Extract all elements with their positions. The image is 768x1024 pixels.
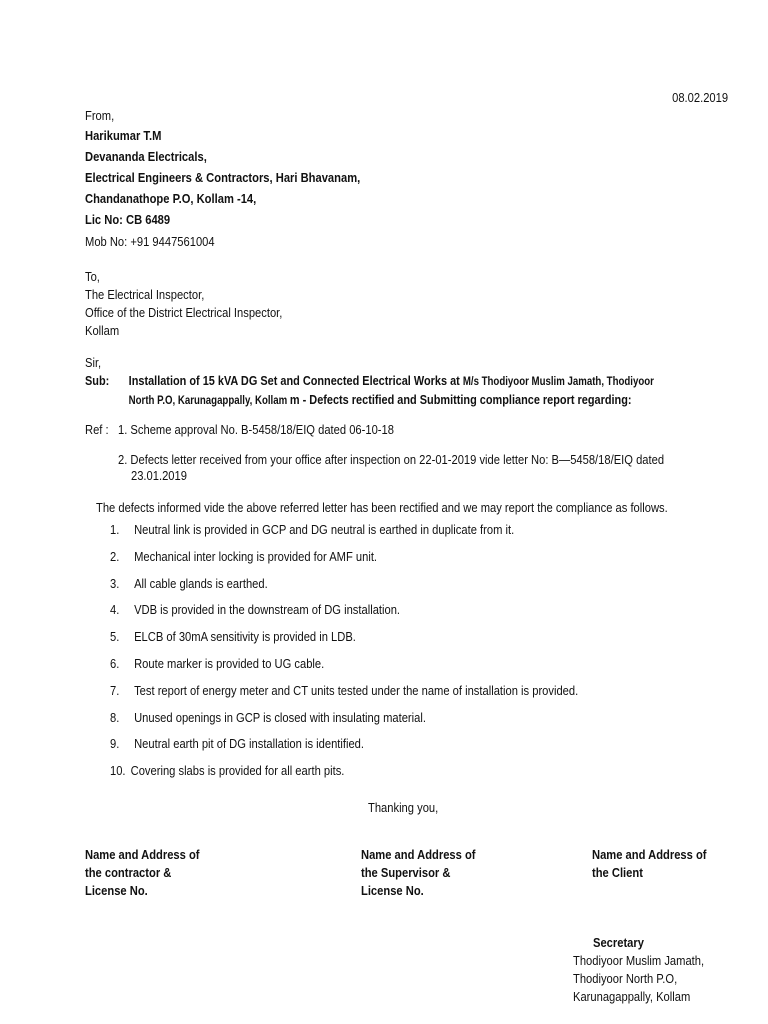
ref-item-2-line-1: 2. Defects letter received from your office after inspection on 22-01-2019 vide letter No: B—5458/18/EIQ dated xyxy=(118,452,665,467)
subject-line-1 xyxy=(85,372,707,391)
client-address-line-2: Thodiyoor North P.O, xyxy=(573,971,678,986)
list-item: 1. Neutral link is provided in GCP and DG neutral is earthed in duplicate from it. xyxy=(110,522,515,537)
from-company: Devananda Electricals, xyxy=(85,149,207,164)
subject-label: Sub: xyxy=(85,373,110,388)
list-item: 8. Unused openings in GCP is closed with insulating material. xyxy=(110,709,426,725)
subject-text-2a: North P.O, Karunagappally, Kollam xyxy=(128,395,290,407)
ref-item-1: 1. Scheme approval No. B-5458/18/EIQ dated 06-10-18 xyxy=(118,422,394,437)
from-license: Lic No: CB 6489 xyxy=(85,212,171,227)
ref-item-2-line-2: 23.01.2019 xyxy=(131,468,187,483)
client-label-2: the Client xyxy=(592,865,643,880)
from-address: Chandanathope P.O, Kollam -14, xyxy=(85,191,257,206)
supervisor-label-2: the Supervisor & xyxy=(361,865,451,880)
salutation: Sir, xyxy=(85,355,102,370)
from-name: Harikumar T.M xyxy=(85,128,162,143)
list-item: 2. Mechanical inter locking is provided for AMF unit. xyxy=(110,548,378,564)
ref-label: Ref : xyxy=(85,422,109,437)
client-address-line-3: Karunagappally, Kollam xyxy=(573,989,691,1004)
from-mobile: Mob No: +91 9447561004 xyxy=(85,234,215,249)
from-label: From, xyxy=(85,108,115,123)
from-description: Electrical Engineers & Contractors, Hari Bhavanam, xyxy=(85,170,361,185)
list-item: 10. Covering slabs is provided for all earth pits. xyxy=(110,763,345,779)
subject-line-2 xyxy=(85,391,707,410)
client-address-line-1: Thodiyoor Muslim Jamath, xyxy=(573,953,705,968)
subject-text-1b: M/s Thodiyoor Muslim Jamath, Thodiyoor xyxy=(462,376,654,388)
client-label-1: Name and Address of xyxy=(592,847,707,862)
client-title: Secretary xyxy=(593,935,644,950)
letter-date: 08.02.2019 xyxy=(672,90,728,105)
list-item: 5. ELCB of 30mA sensitivity is provided in LDB. xyxy=(110,629,356,645)
to-line-2: Office of the District Electrical Inspector, xyxy=(85,305,283,320)
to-line-3: Kollam xyxy=(85,323,120,338)
contractor-label-2: the contractor & xyxy=(85,865,172,880)
list-item: 6. Route marker is provided to UG cable. xyxy=(110,655,325,671)
subject-text-1a: Installation of 15 kVA DG Set and Connected Electrical Works at xyxy=(128,373,463,388)
to-line-1: The Electrical Inspector, xyxy=(85,287,205,302)
list-item: 4. VDB is provided in the downstream of DG installation. xyxy=(110,602,401,618)
compliance-list xyxy=(110,521,654,789)
list-item: 3. All cable glands is earthed. xyxy=(110,575,268,591)
to-label: To, xyxy=(85,269,100,284)
supervisor-label-1: Name and Address of xyxy=(361,847,476,862)
subject-block xyxy=(85,372,768,410)
intro-paragraph: The defects informed vide the above referred letter has been rectified and we may report the compliance as follows. xyxy=(96,500,668,515)
contractor-label-3: License No. xyxy=(85,883,148,898)
closing-text: Thanking you, xyxy=(368,800,439,815)
supervisor-label-3: License No. xyxy=(361,883,424,898)
list-item: 9. Neutral earth pit of DG installation is identified. xyxy=(110,736,365,752)
list-item: 7. Test report of energy meter and CT units tested under the name of installation is provided. xyxy=(110,682,579,698)
contractor-label-1: Name and Address of xyxy=(85,847,200,862)
subject-text-2b: m - Defects rectified and Submitting compliance report regarding: xyxy=(289,392,632,407)
